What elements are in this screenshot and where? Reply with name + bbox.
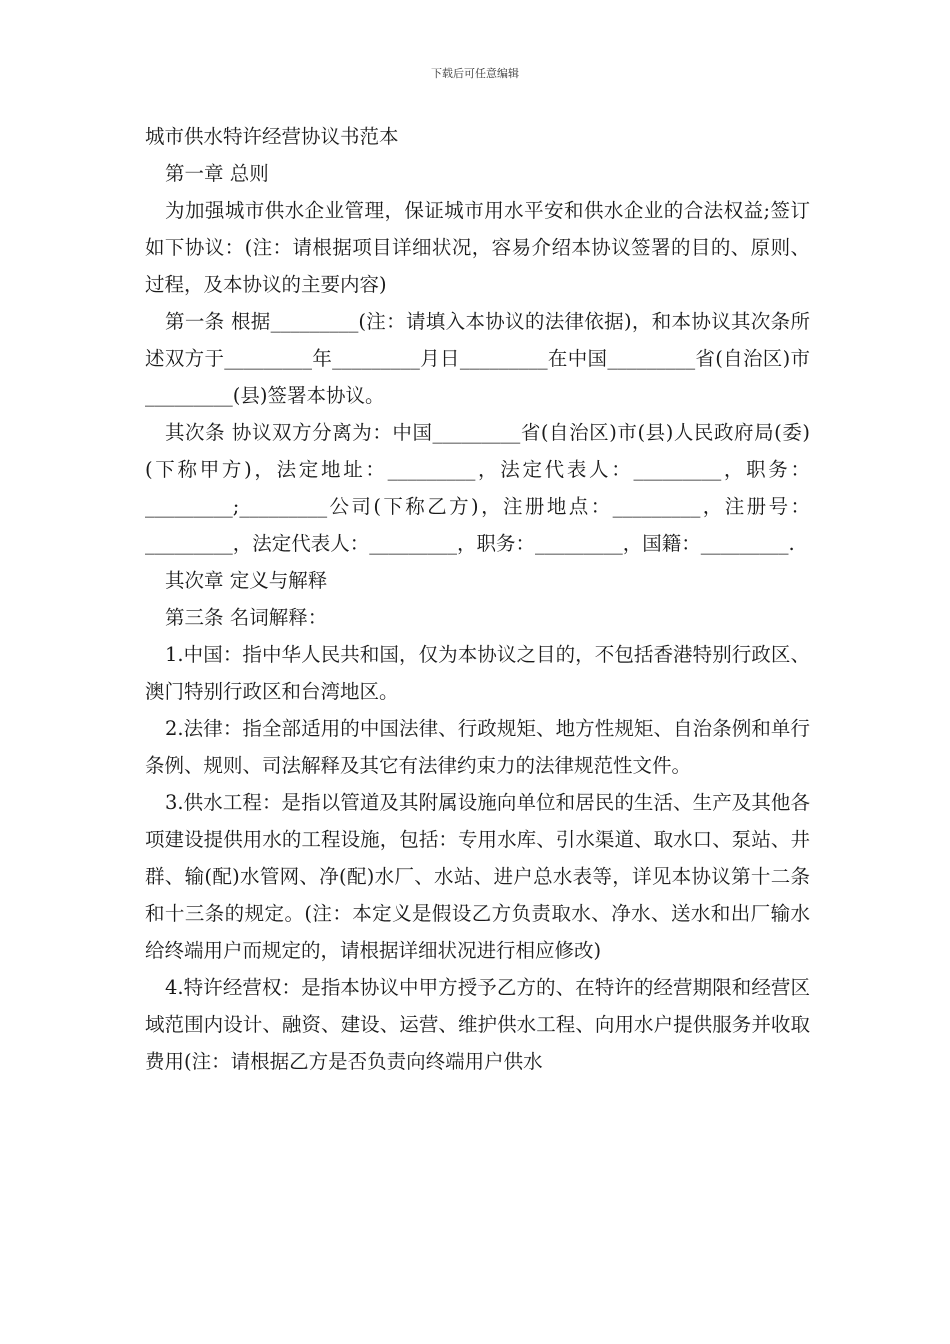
definition-item: 2.法律：指全部适用的中国法律、行政规矩、地方性规矩、自治条例和单行条例、规则、司法解释及其它有法律约束力的法律规范性文件。	[145, 717, 810, 777]
definition-item: 1.中国：指中华人民共和国，仅为本协议之目的，不包括香港特别行政区、澳门特别行政区和台湾地区。	[145, 643, 810, 703]
intro-paragraph: 为加强城市供水企业管理，保证城市用水平安和供水企业的合法权益;签订如下协议：(注：请根据项目详细状况，容易介绍本协议签署的目的、原则、过程，及本协议的主要内容)	[145, 199, 810, 296]
page-header: 下载后可任意编辑	[431, 67, 519, 80]
chapter-heading: 第一章 总则	[165, 162, 269, 185]
definition-item: 3.供水工程：是指以管道及其附属设施向单位和居民的生活、生产及其他各项建设提供用水的工程设施，包括：专用水库、引水渠道、取水口、泵站、井群、输(配)水管网、净(配)水厂、水站、进户总水表等，详见本协议第十二条和十三条的规定。(注：本定义是假设乙方负责取水、净水、送水和出厂输水给终端用户而规定的，请根据详细状况进行相应修改)	[145, 791, 810, 962]
article-1: 第一条 根据_________(注：请填入本协议的法律依据)，和本协议其次条所述双方于_________年_________月日_________在中国_________省(自治区)市_________(县)签署本协议。	[145, 310, 810, 407]
document-body	[145, 118, 810, 1080]
chapter-heading: 其次章 定义与解释	[165, 569, 328, 592]
document-title: 城市供水特许经营协议书范本	[145, 125, 399, 148]
article-2: 其次条 协议双方分离为：中国_________省(自治区)市(县)人民政府局(委)(下称甲方)，法定地址：_________，法定代表人：_________，职务：_________;_________公司(下称乙方)，注册地点：_________，注册号：_________，法定代表人：_________，职务：_________，国籍：_________.	[145, 421, 810, 555]
definition-item: 4.特许经营权：是指本协议中甲方授予乙方的、在特许的经营期限和经营区域范围内设计、融资、建设、运营、维护供水工程、向用水户提供服务并收取费用(注：请根据乙方是否负责向终端用户供水	[145, 976, 810, 1073]
article-3: 第三条 名词解释：	[165, 606, 328, 629]
